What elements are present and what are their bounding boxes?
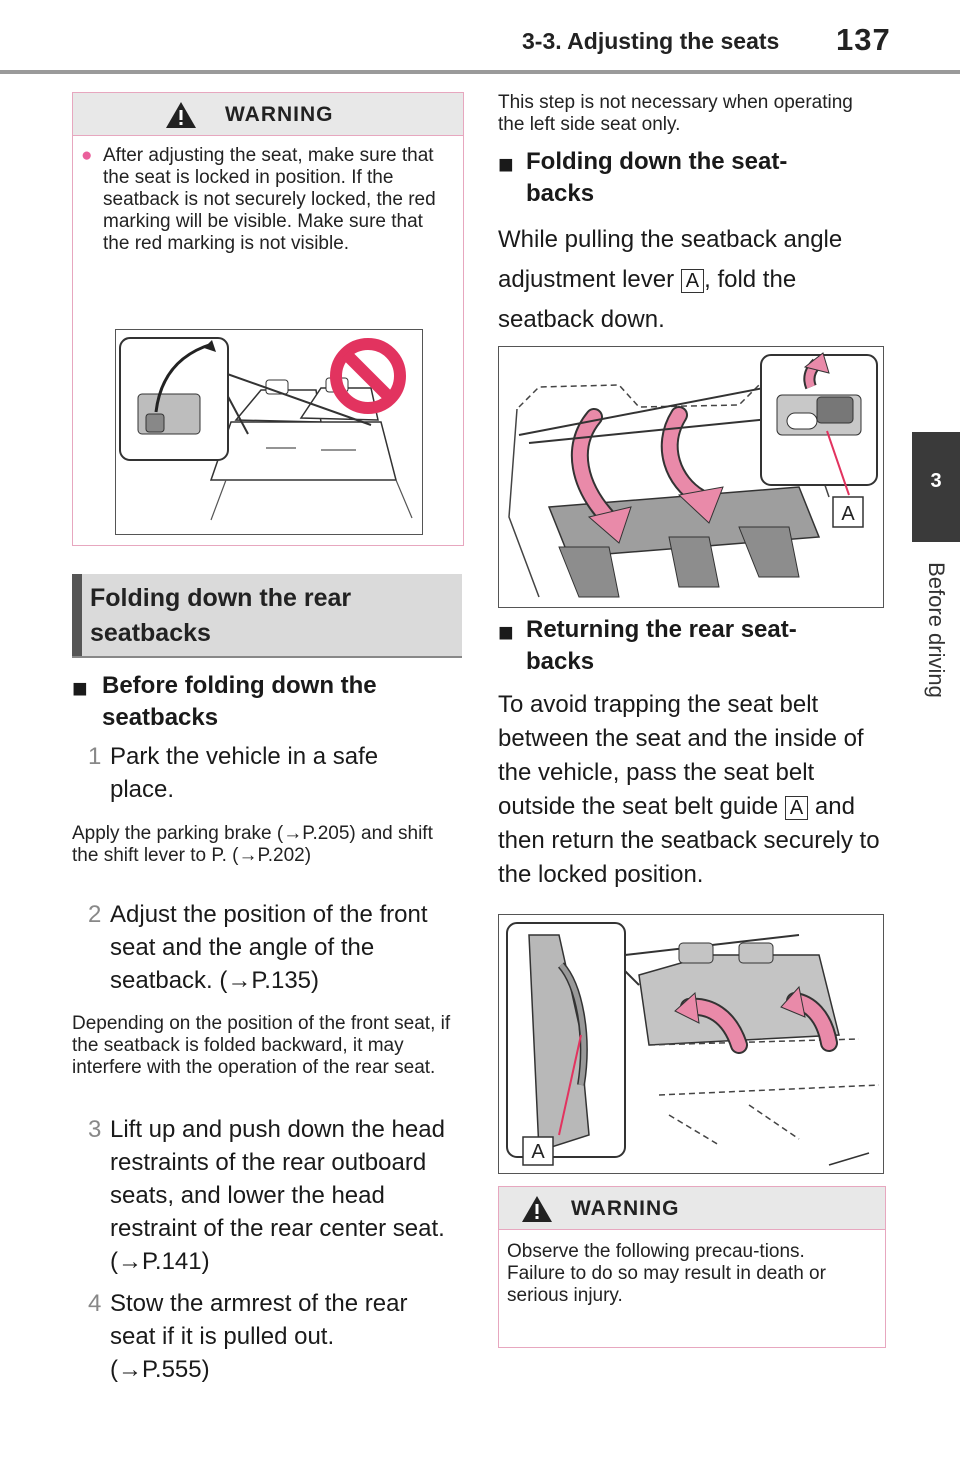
chapter-number: 3 — [930, 470, 942, 492]
bullet-icon: ● — [81, 145, 93, 166]
warning-icon — [165, 101, 197, 129]
warning-text: After adjusting the seat, make sure that the seat is locked in position. If the seatback is not securely locked, the red marking will be visible. Make sure that the red marking is not visible. — [103, 145, 436, 254]
section-heading: Folding down the rear seatbacks — [90, 584, 352, 647]
section-heading-bar — [72, 574, 82, 658]
step-3-text: Lift up and push down the head restraints of the rear outboard seats, and lower the head restraint of the rear center seat. (→P.141) — [110, 1116, 445, 1275]
subheading-folding: Folding down the seat-backs — [526, 148, 788, 207]
note-front-seat: Depending on the position of the front seat, if the seatback is folded backward, it may interfere with the operation of the rear seat. — [72, 1013, 451, 1078]
warning-header — [499, 1187, 885, 1230]
label-a: A — [785, 796, 808, 820]
subheading-marker: ■ — [498, 617, 514, 647]
fold-seatback-illustration — [498, 346, 884, 608]
intro-note: This step is not necessary when operating the left side seat only. — [498, 92, 853, 135]
step-1-text: Park the vehicle in a safe place. — [110, 743, 379, 803]
warning-bullet — [81, 145, 101, 167]
seat-lock-illustration — [115, 329, 423, 535]
figure-label-a: A — [531, 1141, 545, 1163]
folding-text-before: While pulling the seatback angle adjustment lever — [498, 226, 843, 293]
warning-header — [73, 93, 463, 136]
seat-illustration-graphic — [116, 330, 422, 534]
header-rule — [0, 70, 960, 74]
subheading-marker: ■ — [72, 673, 88, 703]
warning-box — [498, 1186, 886, 1348]
section-heading-rule — [72, 656, 462, 658]
step-number-2: 2 — [88, 901, 102, 928]
returning-text-after: and then return the seatback securely to the locked position. — [498, 793, 880, 888]
note-parking-brake: Apply the parking brake (→P.205) and shift the shift lever to P. (→P.202) — [72, 823, 433, 866]
returning-text-before: To avoid trapping the seat belt between the seat and the inside of the vehicle, pass the seat belt outside the seat belt guide — [498, 691, 864, 820]
warning-title: WARNING — [225, 103, 334, 126]
folding-text-after: , fold the seatback down. — [498, 266, 797, 333]
subheading-returning: Returning the rear seat-backs — [526, 616, 797, 675]
subheading-before-folding: Before folding down the seatbacks — [102, 672, 377, 731]
return-seatback-illustration — [498, 914, 884, 1174]
returning-instruction — [498, 688, 888, 892]
warning-text: Observe the following precau-tions. Failure to do so may result in death or serious injury. — [507, 1241, 826, 1306]
chapter-label: Before driving — [924, 562, 949, 698]
step-2-text: Adjust the position of the front seat and the angle of the seatback. (→P.135) — [110, 901, 428, 994]
fold-illustration-graphic — [499, 347, 883, 607]
subheading-marker: ■ — [498, 149, 514, 179]
step-number-4: 4 — [88, 1290, 102, 1317]
return-illustration-graphic — [499, 915, 883, 1173]
step-number-1: 1 — [88, 743, 102, 770]
folding-instruction — [498, 220, 888, 340]
step-number-3: 3 — [88, 1116, 102, 1143]
step-4-text: Stow the armrest of the rear seat if it is pulled out. (→P.555) — [110, 1290, 408, 1383]
section-header: 3-3. Adjusting the seats — [522, 28, 780, 54]
warning-title: WARNING — [571, 1197, 680, 1220]
figure-label-a: A — [841, 503, 855, 525]
label-a: A — [681, 269, 704, 293]
page-number: 137 — [836, 22, 891, 57]
warning-icon — [521, 1195, 553, 1223]
warning-box — [72, 92, 464, 546]
